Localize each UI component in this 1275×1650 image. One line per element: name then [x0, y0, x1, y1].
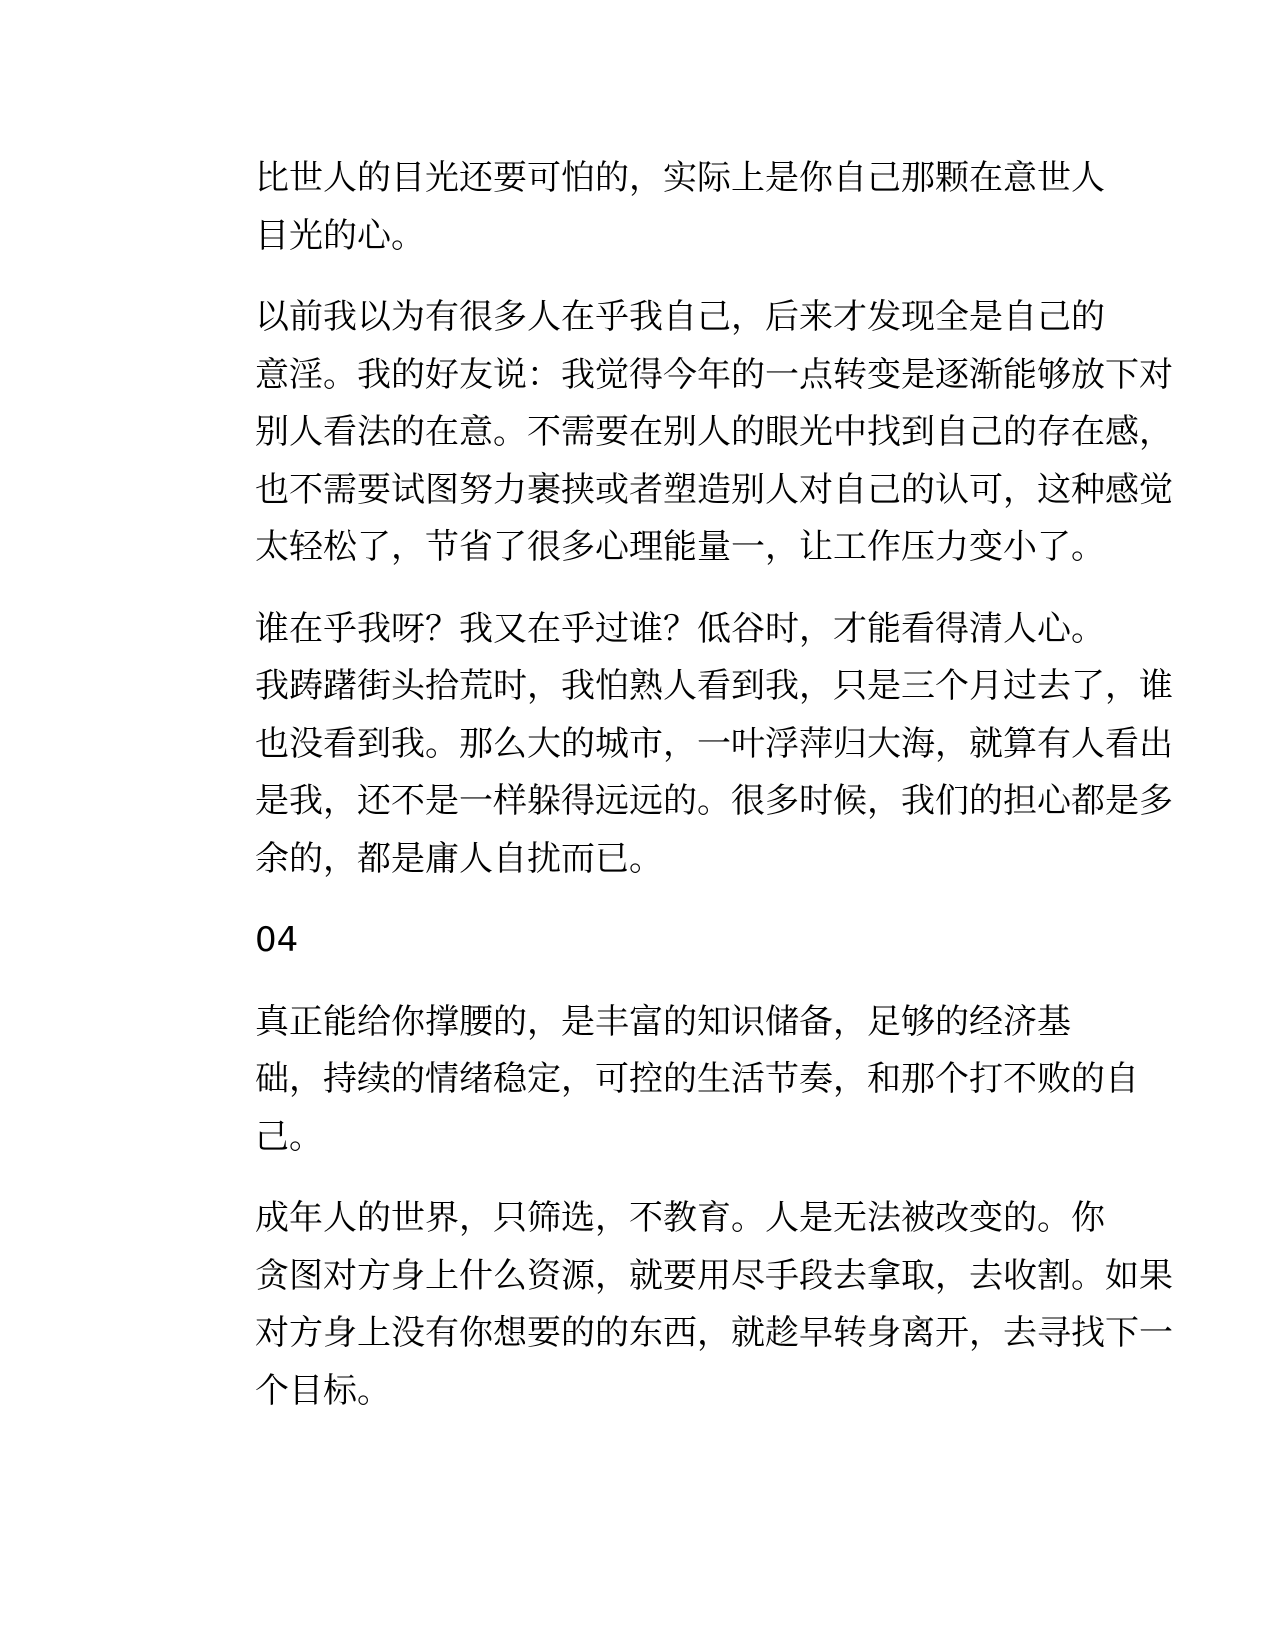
- paragraph-line: 我踌躇街头拾荒时，我怕熟人看到我，只是三个月过去了，谁: [255, 666, 1173, 706]
- paragraph-1: [187, 150, 1105, 265]
- paragraph-line: 成年人的世界，只筛选，不教育。人是无法被改变的。你: [255, 1198, 1105, 1238]
- paragraph-line: 比世人的目光还要可怕的，实际上是你自己那颗在意世人: [255, 158, 1105, 198]
- paragraph-line: 真正能给你撑腰的，是丰富的知识储备，足够的经济基: [255, 1001, 1071, 1042]
- paragraph-line: 础，持续的情绪稳定，可控的生活节奏，和那个打不败的自: [255, 1059, 1139, 1099]
- paragraph-line: 谁在乎我呀？我又在乎过谁？低谷时，才能看得清人心。: [255, 608, 1105, 649]
- paragraph-line: 个目标。: [255, 1370, 391, 1411]
- section-number: [187, 912, 1089, 970]
- paragraph-line: 别人看法的在意。不需要在别人的眼光中找到自己的存在感，: [255, 412, 1173, 452]
- paragraph-line: 己。: [255, 1116, 323, 1157]
- paragraph-line: 贪图对方身上什么资源，就要用尽手段去拿取，去收割。如果: [255, 1255, 1173, 1296]
- paragraph-4: [187, 994, 1139, 1167]
- paragraph-line: 是我，还不是一样躲得远远的。很多时候，我们的担心都是多: [255, 781, 1173, 821]
- paragraph-line: 意淫。我的好友说：我觉得今年的一点转变是逐渐能够放下对: [255, 354, 1173, 395]
- paragraph-line: 对方身上没有你想要的的东西，就趁早转身离开，去寻找下一: [255, 1313, 1173, 1353]
- paragraph-line: 以前我以为有很多人在乎我自己，后来才发现全是自己的: [255, 297, 1105, 337]
- paragraph-2: [187, 289, 1173, 577]
- paragraph-3: [187, 601, 1173, 889]
- paragraph-line: 余的，都是庸人自扰而已。: [255, 838, 663, 879]
- paragraph-line: 太轻松了，节省了很多心理能量一，让工作压力变小了。: [255, 527, 1105, 567]
- paragraph-line: 也没看到我。那么大的城市，一叶浮萍归大海，就算有人看出: [255, 723, 1173, 764]
- paragraph-5: [187, 1190, 1173, 1420]
- paragraph-line: 目光的心。: [255, 215, 425, 256]
- paragraph-line: 也不需要试图努力裹挟或者塑造别人对自己的认可，这种感觉: [255, 469, 1173, 510]
- document-body: [187, 150, 1173, 1444]
- section-number-text: 04: [255, 920, 299, 960]
